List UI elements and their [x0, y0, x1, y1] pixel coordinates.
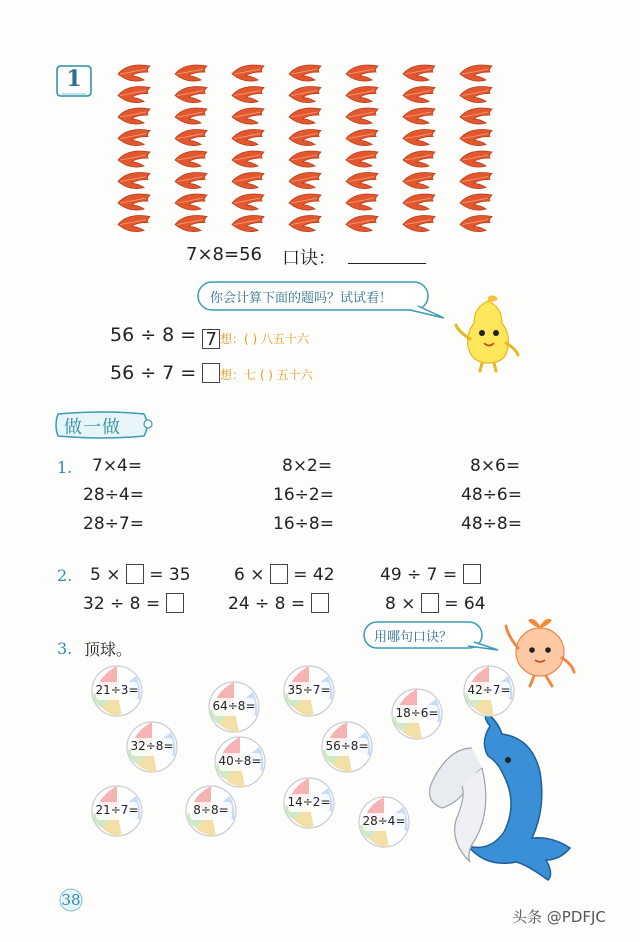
dolphin-illustration: [420, 712, 580, 884]
example-eq1: 56 ÷ 8 = 7: [110, 324, 220, 349]
leaf-icon: [460, 216, 492, 232]
answer-box[interactable]: [311, 593, 329, 613]
q1-item: 48÷8=: [461, 514, 522, 534]
ball-label: 14÷2=: [287, 795, 331, 809]
q2-item: 49 ÷ 7 =: [380, 564, 481, 585]
leaf-icon: [289, 130, 321, 146]
leaf-icon: [289, 151, 321, 167]
speech-text: 你会计算下面的题吗？试试看！: [210, 291, 393, 306]
leaf-icon: [346, 130, 378, 146]
leaf-icon: [175, 194, 207, 210]
ball-label: 64÷8=: [212, 699, 256, 713]
leaf-icon: [460, 173, 492, 189]
eq2-answer-box[interactable]: [202, 363, 220, 383]
leaf-icon: [118, 194, 150, 210]
ball[interactable]: [282, 776, 336, 834]
leaf-icon: [118, 173, 150, 189]
ball-label: 40÷8=: [218, 754, 262, 768]
q1-item: 28÷7=: [83, 514, 144, 534]
leaf-icon: [289, 194, 321, 210]
leaf-icon: [175, 87, 207, 103]
q2-item: 24 ÷ 8 =: [228, 593, 329, 614]
leaves-grid: [110, 60, 495, 235]
leaf-icon: [403, 87, 435, 103]
q1-number: 1.: [57, 458, 73, 477]
leaf-icon: [460, 130, 492, 146]
q1-item: 28÷4=: [83, 485, 144, 505]
q2-item: 32 ÷ 8 =: [83, 593, 184, 614]
q2-item: 8 × = 64: [385, 594, 486, 614]
example-number: 1: [66, 66, 82, 92]
ball-label: 18÷6=: [395, 706, 439, 720]
leaf-icon: [289, 108, 321, 124]
q1-item: 8×6=: [470, 456, 521, 476]
leaf-icon: [175, 65, 207, 81]
leaf-icon: [460, 65, 492, 81]
ball-label: 42÷7=: [467, 683, 511, 697]
ball[interactable]: [462, 664, 516, 722]
leaf-icon: [232, 194, 264, 210]
leaf-icon: [460, 151, 492, 167]
leaf-icon: [232, 130, 264, 146]
ball[interactable]: [184, 784, 238, 842]
q1-item: 8×2=: [282, 456, 333, 476]
example-eq2-hint: 想：七 ( ) 五十六: [220, 368, 313, 382]
koujue-blank[interactable]: [348, 263, 426, 264]
answer-box[interactable]: [421, 593, 439, 613]
leaf-icon: [175, 130, 207, 146]
q2-item: 5 × = 35: [90, 565, 191, 585]
leaf-icon: [289, 173, 321, 189]
answer-box[interactable]: [126, 564, 144, 584]
leaf-icon: [118, 130, 150, 146]
leaf-icon: [403, 130, 435, 146]
leaf-icon: [175, 173, 207, 189]
leaf-icon: [118, 151, 150, 167]
leaf-icon: [118, 65, 150, 81]
ball-label: 35÷7=: [287, 683, 331, 697]
q1-item: 48÷6=: [461, 485, 522, 505]
pear-character: [452, 293, 524, 373]
leaf-icon: [232, 151, 264, 167]
leaf-icon: [403, 108, 435, 124]
answer-box[interactable]: [270, 564, 288, 584]
ball[interactable]: [282, 664, 336, 722]
leaf-icon: [175, 108, 207, 124]
example-eq2: 56 ÷ 7 =: [110, 362, 220, 384]
ball[interactable]: [390, 687, 444, 745]
leaf-icon: [118, 108, 150, 124]
answer-box[interactable]: [463, 564, 481, 584]
ball-label: 8÷8=: [193, 803, 229, 817]
leaf-icon: [403, 65, 435, 81]
leaf-icon: [460, 108, 492, 124]
leaf-icon: [289, 216, 321, 232]
leaf-icon: [232, 216, 264, 232]
q1-item: 7×4=: [92, 456, 143, 476]
ball-label: 28÷4=: [362, 814, 406, 828]
eq1-answer-box[interactable]: 7: [202, 329, 220, 349]
ball[interactable]: [125, 720, 179, 778]
leaf-icon: [346, 151, 378, 167]
ball-label: 21÷3=: [95, 683, 139, 697]
leaf-icon: [232, 173, 264, 189]
leaf-icon: [346, 216, 378, 232]
q2-number: 2.: [57, 566, 73, 585]
ball-label: 32÷8=: [130, 739, 174, 753]
koujue-label: 口诀：: [282, 248, 336, 269]
leaf-icon: [118, 87, 150, 103]
leaf-icon: [346, 108, 378, 124]
leaf-icon: [403, 173, 435, 189]
leaf-icon: [232, 87, 264, 103]
leaf-icon: [346, 173, 378, 189]
ball[interactable]: [90, 664, 144, 722]
leaf-icon: [346, 194, 378, 210]
leaf-icon: [346, 87, 378, 103]
speech-text-q3: 用哪句口诀？: [374, 630, 453, 645]
ball[interactable]: [207, 680, 261, 738]
q2-item: 6 × = 42: [234, 565, 335, 585]
q3-title: 顶球。: [84, 640, 133, 659]
leaf-icon: [403, 151, 435, 167]
leaf-icon: [403, 216, 435, 232]
leaf-icon: [175, 151, 207, 167]
q1-item: 16÷2=: [273, 485, 334, 505]
ball-label: 56÷8=: [325, 739, 369, 753]
q3-number: 3.: [57, 639, 73, 658]
leaf-icon: [175, 216, 207, 232]
watermark: 头条 @PDFJC: [512, 908, 606, 926]
leaf-icon: [460, 194, 492, 210]
page-number: 38: [61, 891, 81, 909]
ball[interactable]: [357, 795, 411, 853]
q1-item: 16÷8=: [273, 514, 334, 534]
ball[interactable]: [320, 720, 374, 778]
leaf-icon: [460, 87, 492, 103]
leaf-icon: [232, 65, 264, 81]
answer-box[interactable]: [166, 593, 184, 613]
ball-label: 21÷7=: [95, 803, 139, 817]
ball[interactable]: [90, 784, 144, 842]
leaf-icon: [289, 87, 321, 103]
leaf-icon: [346, 65, 378, 81]
leaf-icon: [232, 108, 264, 124]
section-title: 做一做: [64, 417, 121, 438]
example-equation: 7×8=56: [186, 244, 262, 265]
leaf-icon: [289, 65, 321, 81]
leaf-icon: [118, 216, 150, 232]
leaf-icon: [403, 194, 435, 210]
example-eq1-hint: 想：( ) 八五十六: [220, 332, 309, 346]
